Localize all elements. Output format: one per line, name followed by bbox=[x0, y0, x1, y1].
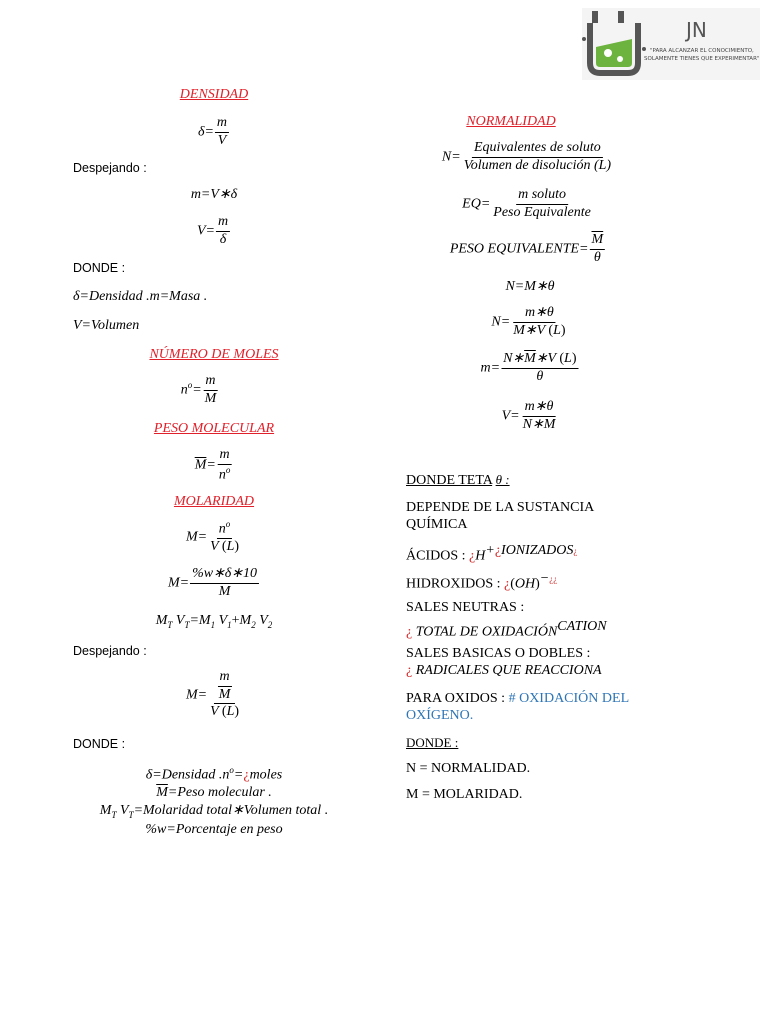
equivalente-formula: EQ= $\frac{\text{m soluto}}{\text{Peso Equivalente}}$ bbox=[462, 187, 591, 220]
flask-logo-icon bbox=[582, 9, 646, 79]
peso-molecular-formula: $\overline{M}=$ $\frac{m}{n^o}$ bbox=[194, 447, 231, 483]
dilucion-formula: $M_T$ $V_T=M_1$ $V_1+M_2$ $V_2$ bbox=[155, 613, 273, 630]
donde-teta-heading: DONDE TETA θ : bbox=[406, 472, 510, 488]
acidos-line: ÁCIDOS : ¿$H^{+¿IONIZADOS¿}$ bbox=[406, 543, 578, 564]
despejando-label-2: Despejando : bbox=[73, 644, 147, 658]
masa-formula: m=V∗δ bbox=[190, 187, 238, 202]
definition-b-3: $M_T$ $V_T=Molaridad$ total∗Volumen total . bbox=[99, 803, 329, 820]
sales-basicas-value: ¿ RADICALES QUE REACCIONA bbox=[406, 663, 602, 678]
definition-b-1: δ=Densidad $.n^o=¿moles$ bbox=[145, 765, 283, 783]
hidroxidos-line: HIDROXIDOS : ¿(OH)−¿¿ bbox=[406, 571, 558, 592]
n-m-theta-formula: N=M∗θ bbox=[505, 279, 555, 294]
molaridad-formula-3: M= $\frac{\frac{m}{M}}{V (L)}$ bbox=[185, 669, 240, 720]
volumen-formula: V= $\frac{m}{\delta}$ bbox=[196, 214, 229, 247]
molaridad-formula-2: M= $\frac{\%w∗\delta∗10}{M}$ bbox=[167, 566, 258, 599]
numero-moles-title: NÚMERO DE MOLES bbox=[149, 347, 279, 362]
donde-label-right: DONDE : bbox=[406, 735, 459, 750]
definition-line-2: V=Volumen bbox=[73, 318, 140, 333]
m-molaridad-def: M = MOLARIDAD. bbox=[406, 787, 523, 802]
logo bbox=[582, 8, 760, 80]
v-formula: V= $\frac{m∗\theta}{N∗\overline{M}}$ bbox=[501, 399, 556, 432]
n-formula-2: N= $\frac{m∗\theta}{\overline{M}∗V (L)}$ bbox=[491, 305, 566, 338]
despejando-label-1: Despejando : bbox=[73, 161, 147, 175]
sales-basicas-label: SALES BASICAS O DOBLES : bbox=[406, 646, 591, 661]
molaridad-formula-1: M= $\frac{n^o}{V (L)}$ bbox=[185, 519, 240, 555]
logo-tagline-1: "PARA ALCANZAR EL CONOCIMIENTO, bbox=[650, 48, 754, 54]
donde-label-1: DONDE : bbox=[73, 261, 126, 275]
moles-formula: $n^o=$ $\frac{m}{M}$ bbox=[180, 373, 217, 406]
definition-b-2: $\overline{M}=Peso$ molecular . bbox=[156, 785, 272, 800]
peso-equivalente-formula: PESO EQUIVALENTE= $\frac{\overline{M}}{\theta}$ bbox=[449, 232, 604, 265]
logo-tagline-2: SOLAMENTE TIENES QUE EXPERIMENTAR" bbox=[644, 56, 760, 62]
densidad-formula: δ= $\frac{m}{V}$ bbox=[197, 115, 228, 148]
molaridad-title: MOLARIDAD bbox=[173, 494, 255, 509]
donde-label-2: DONDE : bbox=[73, 737, 126, 751]
peso-molecular-title: PESO MOLECULAR bbox=[153, 421, 275, 436]
sales-neutras-value: ¿ TOTAL DE $OXIDACIÓN^{CATION}$ bbox=[406, 619, 607, 640]
normalidad-formula: N= $\frac{\text{Equivalentes de soluto}}{\text{Volumen de disolución (L)}}$ bbox=[441, 140, 612, 173]
m-formula: m= $\frac{N∗\overline{M}∗V (L)}{\theta}$ bbox=[480, 351, 577, 384]
logo-initials: JN bbox=[686, 18, 707, 42]
depende-text: DEPENDE DE LA SUSTANCIA QUÍMICA bbox=[406, 500, 594, 532]
definition-b-4: %w=Porcentaje en peso bbox=[145, 822, 283, 837]
densidad-title: DENSIDAD bbox=[179, 87, 249, 102]
para-oxidos-line: PARA OXIDOS : # OXIDACIÓN DEL OXÍGENO. bbox=[406, 691, 629, 723]
normalidad-title: NORMALIDAD bbox=[466, 114, 556, 129]
definition-line-1: δ=Densidad .m=Masa . bbox=[73, 289, 208, 304]
sales-neutras-label: SALES NEUTRAS : bbox=[406, 600, 525, 615]
n-normalidad-def: N = NORMALIDAD. bbox=[406, 761, 531, 776]
